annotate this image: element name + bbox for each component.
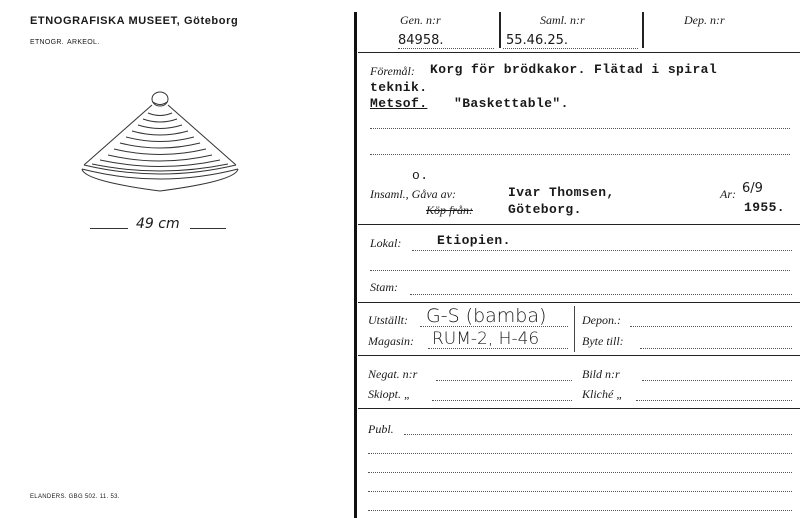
dep-nr-label: Dep. n:r [684,13,725,27]
utstallt-value: G-S (bamba) [426,305,547,327]
saml-nr-value: 55.46.25. [506,33,569,48]
ar-value-year: 1955. [744,200,786,215]
kop-label: Köp från: [426,203,474,217]
negat-label: Negat. n:r [368,367,418,381]
measure-line-right [190,228,226,229]
saml-nr-line [503,48,638,49]
skiopt-label: Skiopt. „ [368,387,411,401]
byte-line [640,348,792,349]
utstallt-line [420,326,568,327]
foremal-line2: teknik. [370,80,428,95]
lokal-value: Etiopien. [437,233,511,248]
top-divider-2 [642,12,644,48]
lokal-line [412,250,792,251]
magasin-label: Magasin: [368,334,414,348]
utstallt-label: Utställt: [368,313,409,327]
gen-nr-line [398,48,494,49]
foremal-line3-b: "Baskettable". [454,96,569,111]
gen-nr-label: Gen. n:r [400,13,441,27]
utstallt-divider [574,306,575,352]
foremal-mark: o. [412,168,429,183]
top-divider-1 [499,12,501,48]
publ-line-2 [368,453,792,454]
skiopt-line [432,400,572,401]
card-divider [354,12,357,518]
byte-label: Byte till: [582,334,624,348]
negat-line [436,380,572,381]
rule-top [358,52,800,53]
ar-label: Ar: [720,187,736,201]
publ-line-5 [368,510,792,511]
bild-line [642,380,792,381]
publ-line-1 [404,434,792,435]
rule-negat [358,408,800,409]
measure-line-left [90,228,128,229]
publ-line-3 [368,472,792,473]
printer-imprint: ELANDERS. GBG 502. 11. 53. [30,494,120,500]
foremal-line-a [370,128,790,129]
dept-arch: ARKEOL. [67,39,100,46]
rule-insaml [358,224,800,225]
foremal-line-b [370,154,790,155]
rule-stam [358,302,800,303]
ar-value-date: 6/9 [742,181,763,196]
dept-ethno: ETNOGR. [30,39,64,46]
kliche-label: Kliché „ [582,387,623,401]
stam-label: Stam: [370,280,398,294]
publ-line-4 [368,491,792,492]
saml-nr-label: Saml. n:r [540,13,585,27]
kop-value: Göteborg. [508,202,582,217]
gen-nr-value: 84958. [398,33,444,48]
magasin-value: RUM-2, H-46 [432,329,540,349]
lokal-label: Lokal: [370,236,402,250]
stam-line [410,294,792,295]
insaml-label: Insaml., Gåva av: [370,187,456,201]
depon-label: Depon.: [582,313,621,327]
foremal-line3-a: Metsof. [370,96,428,111]
measure-label: 49 cm [136,216,180,232]
museum-title: ETNOGRAFISKA MUSEET, Göteborg [30,15,239,27]
publ-label: Publ. [368,422,394,436]
foremal-line1: Korg för brödkakor. Flätad i spiral [430,62,718,77]
kliche-line [636,400,792,401]
bild-label: Bild n:r [582,367,620,381]
basket-sketch [70,85,260,215]
magasin-line [428,348,568,349]
foremal-label: Föremål: [370,64,415,78]
depon-line [630,326,792,327]
rule-magasin [358,355,800,356]
insaml-value: Ivar Thomsen, [508,185,615,200]
lokal-line-b [370,270,790,271]
